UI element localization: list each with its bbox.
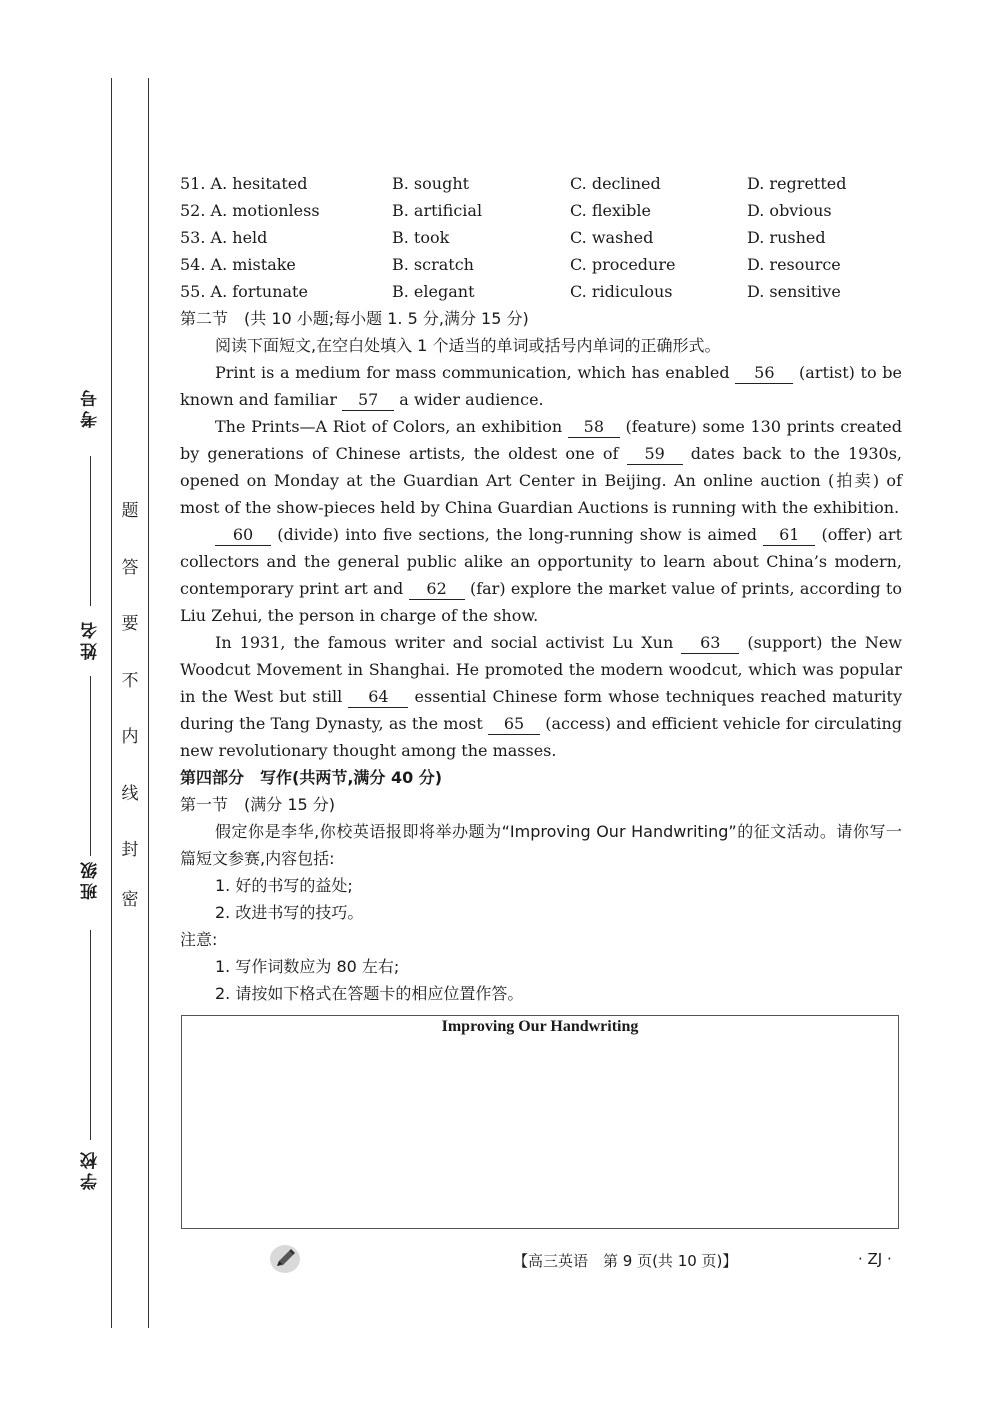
part-4-section-1-heading: 第一节 (满分 15 分) — [180, 795, 336, 814]
writing-point-1: 1. 好的书写的益处; — [215, 876, 353, 895]
seal-char: 封 — [121, 840, 139, 860]
question-53-options — [180, 224, 902, 251]
passage-text: (access) and efficient vehicle for circulating new revolutionary thought among the masses. — [180, 714, 903, 760]
note-2: 2. 请按如下格式在答题卡的相应位置作答。 — [215, 984, 524, 1003]
section-2-instruction: 阅读下面短文,在空白处填入 1 个适当的单词或括号内单词的正确形式。 — [215, 336, 721, 355]
binding-line-outer — [111, 78, 112, 1328]
blank-58: 58 — [568, 417, 620, 438]
passage-text: (far) explore the market value of prints, according to Liu Zehui, the person in charge of the show. — [180, 579, 902, 625]
writing-prompt: 假定你是李华,你校英语报即将举办题为“Improving Our Handwriting”的征文活动。请你写一篇短文参赛,内容包括: — [180, 822, 902, 868]
blank-64: 64 — [348, 687, 408, 708]
option-a: 55. A. fortunate — [180, 282, 308, 301]
passage-paragraph-4 — [180, 629, 902, 764]
blank-57: 57 — [342, 390, 394, 411]
name-label: 姓名 — [81, 618, 101, 660]
option-a: 53. A. held — [180, 228, 268, 247]
option-d: D. rushed — [747, 228, 826, 247]
question-52-options — [180, 197, 902, 224]
pencil-icon — [268, 1243, 302, 1279]
option-c: C. ridiculous — [570, 282, 673, 301]
passage-text: a wider audience. — [394, 390, 544, 409]
option-c: C. flexible — [570, 201, 651, 220]
page-footer — [0, 1244, 992, 1274]
blank-60: 60 — [215, 525, 271, 546]
class-write-line — [90, 676, 91, 856]
page-number: 【高三英语 第 9 页(共 10 页)】 — [513, 1252, 738, 1270]
part-4-heading: 第四部分 写作(共两节,满分 40 分) — [180, 768, 443, 787]
option-a: 51. A. hesitated — [180, 174, 308, 193]
passage-text: Print is a medium for mass communication, which has enabled — [215, 363, 736, 382]
option-d: D. sensitive — [747, 282, 841, 301]
answer-box-title: Improving Our Handwriting — [441, 1018, 639, 1035]
passage-text: The Prints—A Riot of Colors, an exhibition — [215, 417, 568, 436]
option-b: B. sought — [392, 174, 470, 193]
option-b: B. scratch — [392, 255, 474, 274]
option-c: C. procedure — [570, 255, 676, 274]
option-d: D. resource — [747, 255, 841, 274]
seal-char: 线 — [121, 784, 139, 804]
passage-text: In 1931, the famous writer and social activist Lu Xun — [215, 633, 682, 652]
question-51-options — [180, 170, 902, 197]
option-a: 54. A. mistake — [180, 255, 296, 274]
name-write-line — [90, 456, 91, 606]
page-content — [180, 170, 902, 1007]
passage-text: essential Chinese form whose techniques reached maturity during the Tang Dynasty, as the most — [180, 687, 902, 733]
passage-text: (divide) into five sections, the long-running show is aimed — [271, 525, 764, 544]
seal-char: 题 — [121, 501, 139, 521]
seal-char: 答 — [121, 558, 139, 578]
note-1: 1. 写作词数应为 80 左右; — [215, 957, 400, 976]
writing-point-2: 2. 改进书写的技巧。 — [215, 903, 364, 922]
seal-char: 内 — [121, 727, 139, 747]
passage-paragraph-1 — [180, 359, 902, 413]
class-label: 班级 — [81, 858, 101, 900]
question-54-options — [180, 251, 902, 278]
passage-text: (offer) art collectors and the general public alike an opportunity to learn about China’s modern, contemporary print art and — [180, 525, 903, 598]
option-a: 52. A. motionless — [180, 201, 320, 220]
school-label: 学校 — [81, 1148, 101, 1190]
passage-text: (feature) some 130 prints created by generations of Chinese artists, the oldest one of — [180, 417, 902, 463]
blank-65: 65 — [488, 714, 540, 735]
note-label: 注意: — [180, 930, 218, 949]
blank-62: 62 — [409, 579, 465, 600]
passage-text: (support) the New Woodcut Movement in Shanghai. He promoted the modern woodcut, which was popular in the West but still — [180, 633, 903, 706]
option-b: B. took — [392, 228, 450, 247]
passage-text: (artist) to be known and familiar — [180, 363, 903, 409]
option-d: D. regretted — [747, 174, 847, 193]
exam-no-label: 考号 — [81, 386, 101, 428]
edition-code: · ZJ · — [858, 1250, 892, 1268]
passage-text: dates back to the 1930s, opened on Monday at the Guardian Art Center in Beijing. An online auction (拍卖) of most of the show-pieces held by China Guardian Auctions is running with the exhibition. — [180, 444, 902, 517]
section-2-heading: 第二节 (共 10 小题;每小题 1. 5 分,满分 15 分) — [180, 309, 529, 328]
passage-paragraph-3 — [180, 521, 902, 629]
question-55-options — [180, 278, 902, 305]
school-write-line — [90, 930, 91, 1140]
option-c: C. washed — [570, 228, 654, 247]
seal-char: 密 — [121, 890, 139, 910]
option-c: C. declined — [570, 174, 661, 193]
seal-char: 要 — [121, 614, 139, 634]
blank-59: 59 — [627, 444, 683, 465]
blank-56: 56 — [735, 363, 793, 384]
blank-61: 61 — [763, 525, 815, 546]
option-b: B. artificial — [392, 201, 483, 220]
option-b: B. elegant — [392, 282, 475, 301]
blank-63: 63 — [681, 633, 739, 654]
option-d: D. obvious — [747, 201, 832, 220]
seal-char: 不 — [121, 671, 139, 691]
binding-line-inner — [148, 78, 149, 1328]
writing-answer-box — [181, 1015, 899, 1229]
passage-paragraph-2 — [180, 413, 902, 521]
